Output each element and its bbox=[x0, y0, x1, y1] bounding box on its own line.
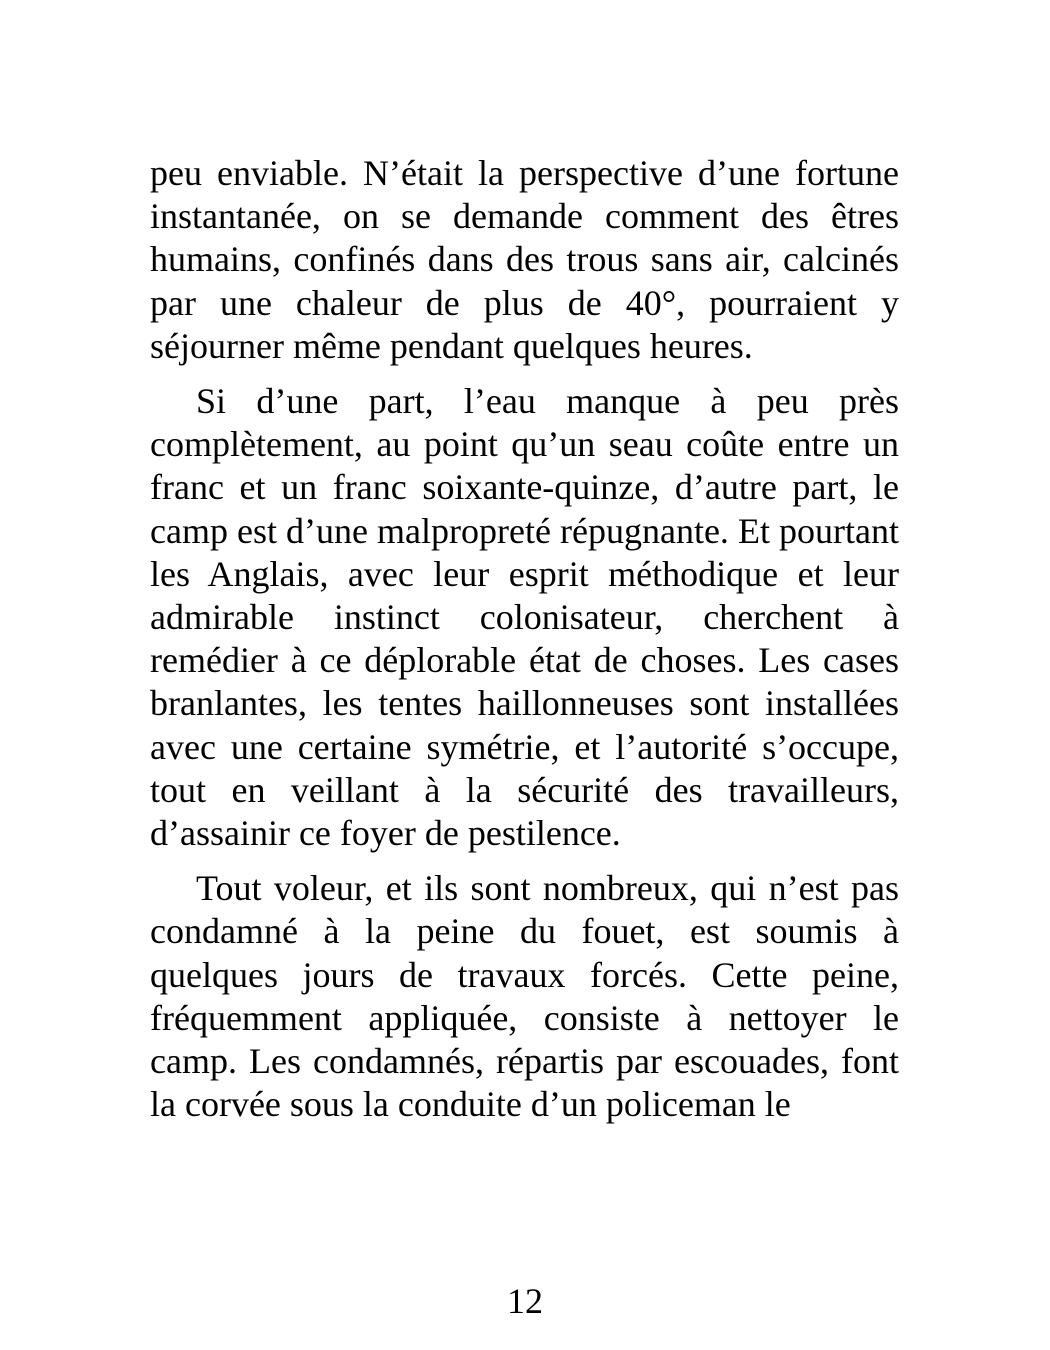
paragraph-water-and-camp: Si d’une part, l’eau manque à peu près complètement, au point qu’un seau coûte entre un franc et un franc soixante-quinze, d’autre part, le camp est d’une malpropreté répugnante. Et pourtant les Anglais, avec leur esprit méthodique et leur admirable instinct colonisateur, cherchent à remédier à ce déplorable état de choses. Les cases branlantes, les tentes haillonneuses sont installées avec une certaine symétrie, et l’autorité s’occupe, tout en veillant à la sécurité des travailleurs, d’assainir ce foyer de pestilence. bbox=[150, 381, 899, 854]
paragraph-thieves-punishment: Tout voleur, et ils sont nombreux, qui n’est pas condamné à la peine du fouet, est soumis à quelques jours de travaux forcés. Cette peine, fréquemment appliquée, consiste à nettoyer le camp. Les condamnés, répartis par escouades, font la corvée sous la conduite d’un policeman le bbox=[150, 868, 899, 1125]
page-number: 12 bbox=[507, 1281, 543, 1321]
paragraph-continuation: peu enviable. N’était la perspective d’une fortune instantanée, on se demande comment des êtres humains, confinés dans des trous sans air, calcinés par une chaleur de plus de 40°, pourraient y séjourner même pendant quelques heures. bbox=[150, 153, 899, 366]
body-text bbox=[150, 152, 899, 1126]
